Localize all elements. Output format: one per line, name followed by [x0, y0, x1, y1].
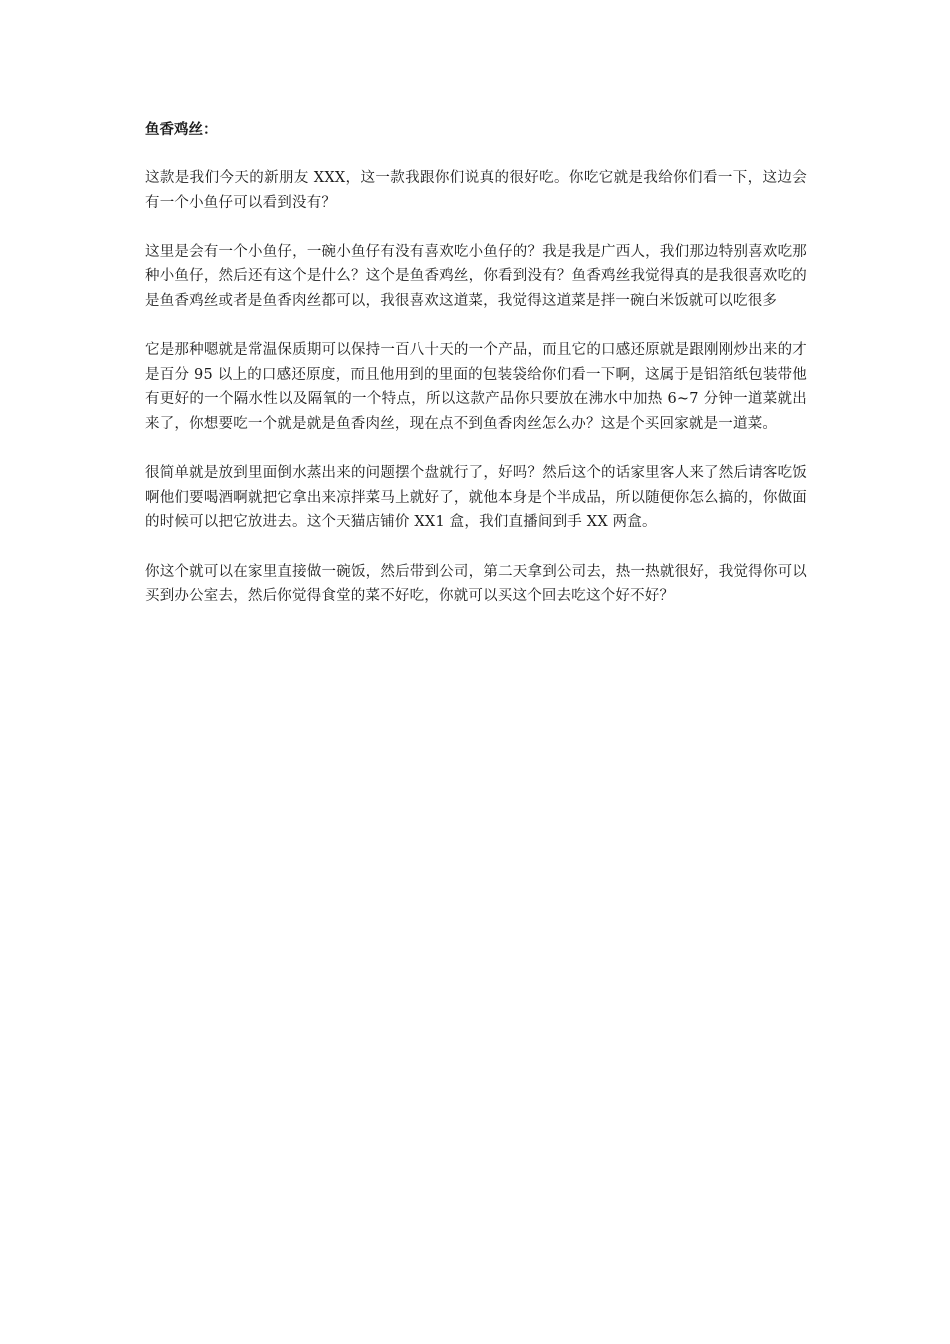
document-body	[145, 118, 807, 633]
paragraph-4: 很简单就是放到里面倒水蒸出来的问题摆个盘就行了，好吗？然后这个的话家里客人来了然后请客吃饭啊他们要喝酒啊就把它拿出来凉拌菜马上就好了，就他本身是个半成品，所以随便你怎么搞的，你做面的时候可以把它放进去。这个天猫店铺价 XX1 盒，我们直播间到手 XX 两盒。	[145, 465, 807, 531]
paragraph-3: 它是那种嗯就是常温保质期可以保持一百八十天的一个产品，而且它的口感还原就是跟刚刚炒出来的才是百分 95 以上的口感还原度，而且他用到的里面的包装袋给你们看一下啊，这属于是铝箔纸包装带他有更好的一个隔水性以及隔氧的一个特点，所以这款产品你只要放在沸水中加热 6~7 分钟一道菜就出来了，你想要吃一个就是就是鱼香肉丝，现在点不到鱼香肉丝怎么办？这是个买回家就是一道菜。	[145, 342, 807, 432]
paragraph-5: 你这个就可以在家里直接做一碗饭，然后带到公司，第二天拿到公司去，热一热就很好，我觉得你可以买到办公室去，然后你觉得食堂的菜不好吃，你就可以买这个回去吃这个好不好？	[145, 563, 807, 605]
document-title: 鱼香鸡丝：	[145, 122, 218, 138]
paragraph-2: 这里是会有一个小鱼仔，一碗小鱼仔有没有喜欢吃小鱼仔的？我是我是广西人，我们那边特别喜欢吃那种小鱼仔，然后还有这个是什么？这个是鱼香鸡丝，你看到没有？鱼香鸡丝我觉得真的是我很喜欢吃的是鱼香鸡丝或者是鱼香肉丝都可以，我很喜欢这道菜，我觉得这道菜是拌一碗白米饭就可以吃很多	[145, 243, 807, 309]
paragraph-1: 这款是我们今天的新朋友 XXX，这一款我跟你们说真的很好吃。你吃它就是我给你们看一下，这边会有一个小鱼仔可以看到没有？	[145, 170, 807, 211]
